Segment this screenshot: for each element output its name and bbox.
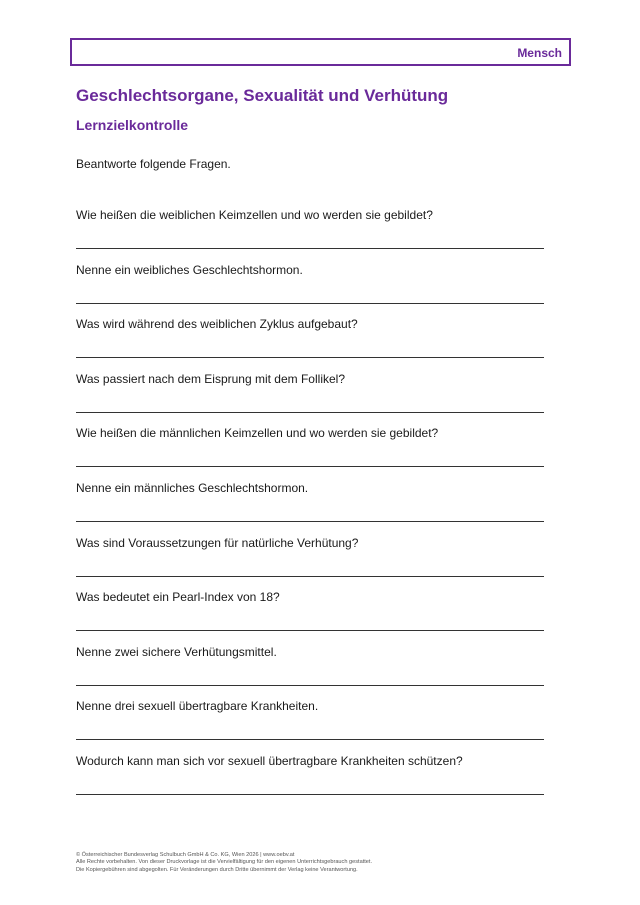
answer-line[interactable] xyxy=(76,412,544,413)
page-header-box xyxy=(70,38,571,66)
answer-line[interactable] xyxy=(76,685,544,686)
answer-line[interactable] xyxy=(76,248,544,249)
answer-line[interactable] xyxy=(76,630,544,631)
question-list xyxy=(76,208,544,809)
question-item-1 xyxy=(76,208,544,263)
question-item-3 xyxy=(76,317,544,372)
question-text: Nenne zwei sichere Verhütungsmittel. xyxy=(76,644,277,659)
question-item-7 xyxy=(76,536,544,591)
answer-line[interactable] xyxy=(76,466,544,467)
question-item-2 xyxy=(76,263,544,318)
question-text: Was bedeutet ein Pearl-Index von 18? xyxy=(76,590,280,605)
question-item-11 xyxy=(76,754,544,809)
answer-line[interactable] xyxy=(76,521,544,522)
question-text: Was sind Voraussetzungen für natürliche Verhütung? xyxy=(76,535,359,550)
answer-line[interactable] xyxy=(76,739,544,740)
page-subtitle: Lernzielkontrolle xyxy=(76,117,189,133)
answer-line[interactable] xyxy=(76,303,544,304)
instruction-text: Beantworte folgende Fragen. xyxy=(76,157,231,171)
question-text: Wie heißen die männlichen Keimzellen und wo werden sie gebildet? xyxy=(76,426,439,441)
footer-line-3: Die Kopiergebühren sind abgegolten. Für Veränderungen durch Dritte übernimmt der Verlag keine Verantwortung. xyxy=(76,866,358,873)
question-item-5 xyxy=(76,426,544,481)
footer-line-1: © Österreichischer Bundesverlag Schulbuch GmbH & Co. KG, Wien 2026 | www.oebv.at xyxy=(76,852,295,858)
question-item-9 xyxy=(76,645,544,700)
answer-line[interactable] xyxy=(76,357,544,358)
question-item-6 xyxy=(76,481,544,536)
question-item-10 xyxy=(76,699,544,754)
question-text: Nenne ein weibliches Geschlechtshormon. xyxy=(76,262,303,277)
answer-line[interactable] xyxy=(76,794,544,795)
question-text: Was passiert nach dem Eisprung mit dem Follikel? xyxy=(76,371,345,386)
question-item-4 xyxy=(76,372,544,427)
question-text: Nenne ein männliches Geschlechtshormon. xyxy=(76,480,309,495)
footer-line-2: Alle Rechte vorbehalten. Von dieser Druckvorlage ist die Vervielfältigung für den eigenen Unterrichtsgebrauch gestattet. xyxy=(76,859,373,866)
answer-line[interactable] xyxy=(76,576,544,577)
question-item-8 xyxy=(76,590,544,645)
question-text: Wodurch kann man sich vor sexuell übertragbare Krankheiten schützen? xyxy=(76,753,463,768)
subject-label: Mensch xyxy=(517,46,562,60)
question-text: Was wird während des weiblichen Zyklus aufgebaut? xyxy=(76,317,358,332)
copyright-footer xyxy=(76,852,372,874)
page-title: Geschlechtsorgane, Sexualität und Verhütung xyxy=(76,86,449,105)
question-text: Wie heißen die weiblichen Keimzellen und wo werden sie gebildet? xyxy=(76,208,433,222)
question-text: Nenne drei sexuell übertragbare Krankheiten. xyxy=(76,699,319,714)
